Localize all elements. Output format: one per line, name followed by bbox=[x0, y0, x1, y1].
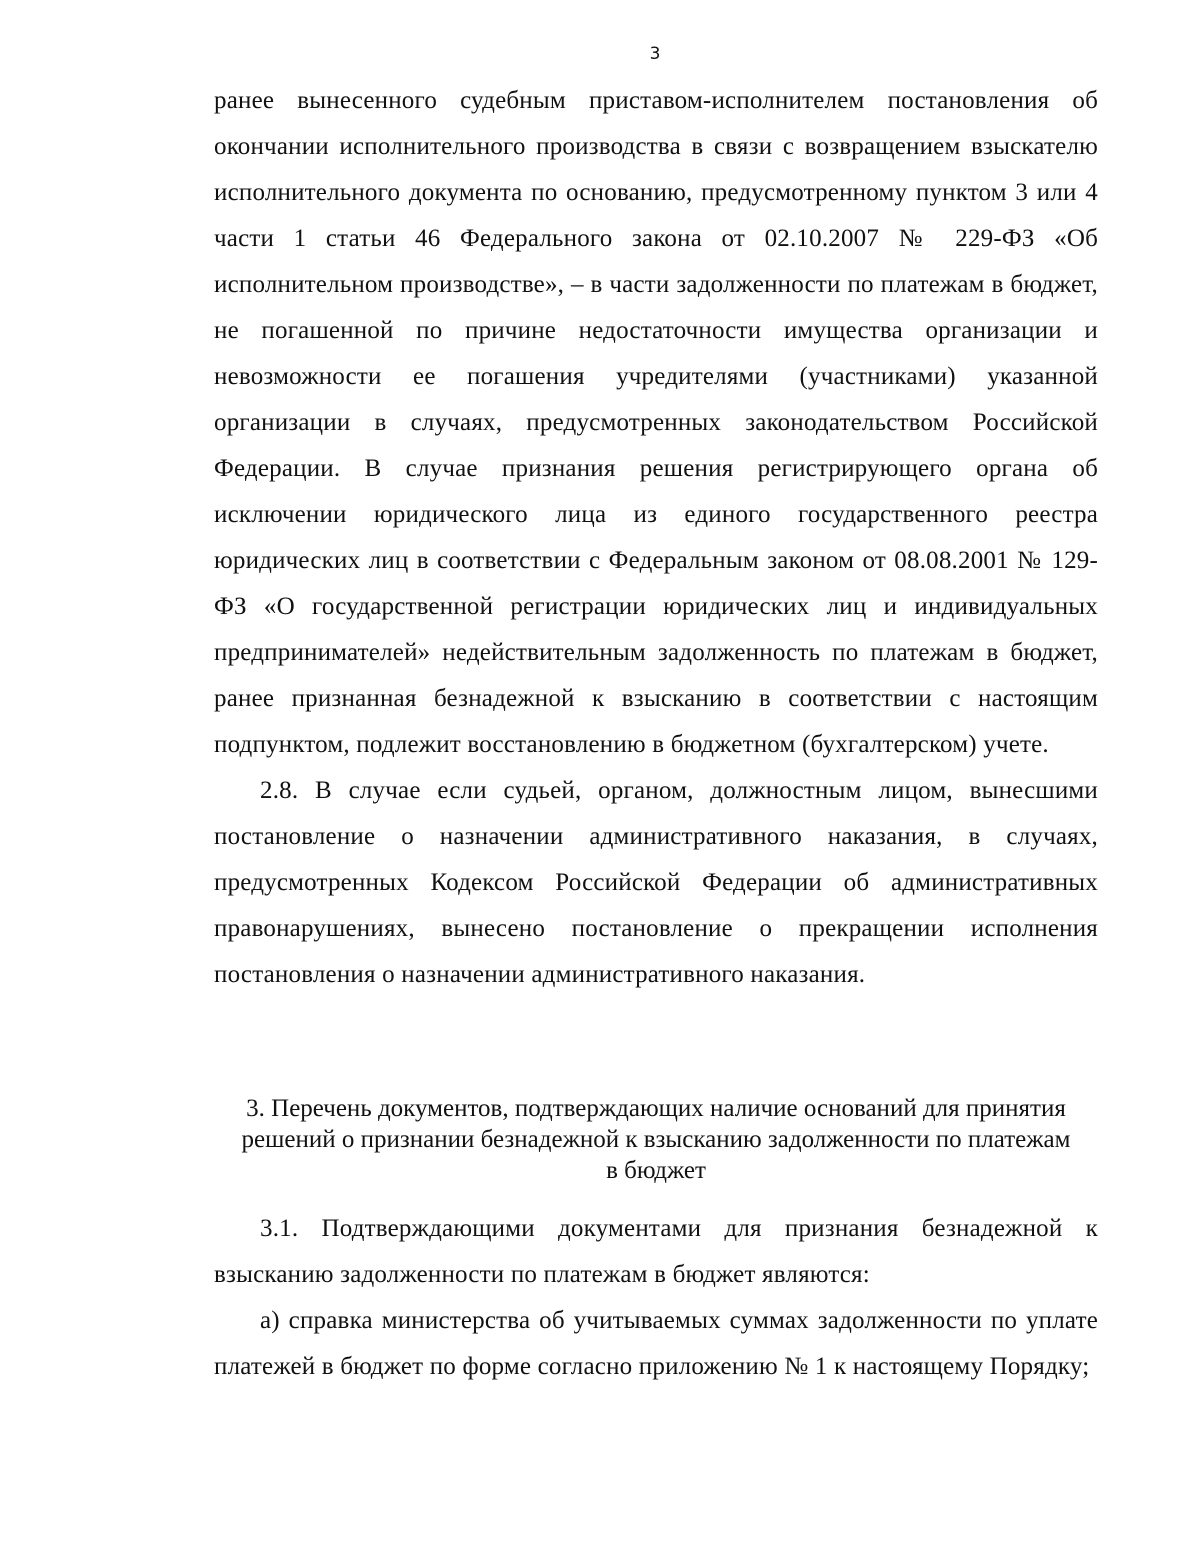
document-body-section-3 bbox=[214, 1206, 1098, 1390]
section-3-heading-line-1: 3. Перечень документов, подтверждающих наличие оснований для принятия bbox=[246, 1095, 1066, 1122]
paragraph-2-8: 2.8. В случае если судьей, органом, должностным лицом, вынесшими постановление о назначении административного наказания, в случаях, предусмотренных Кодексом Российской Федерации об административных правонарушениях, вынесено постановление о прекращении исполнения постановления о назначении административного наказания. bbox=[214, 777, 1098, 988]
section-3-heading-line-2: решений о признании безнадежной к взысканию задолженности по платежам bbox=[241, 1126, 1071, 1153]
paragraph-3-1: 3.1. Подтверждающими документами для признания безнадежной к взысканию задолженности по платежам в бюджет являются: bbox=[214, 1215, 1098, 1288]
page-number: 3 bbox=[649, 44, 661, 64]
section-3-heading bbox=[214, 1093, 1098, 1186]
paragraph-continued: ранее вынесенного судебным приставом-исполнителем постановления об окончании исполнительного производства в связи с возвращением взыскателю исполнительного документа по основанию, предусмотренному пунктом 3 или 4 части 1 статьи 46 Федерального закона от 02.10.2007 № 229-ФЗ «Об исполнительном производстве», – в части задолженности по платежам в бюджет, не погашенной по причине недостаточности имущества организации и невозможности ее погашения учредителями (участниками) указанной организации в случаях, предусмотренных законодательством Российской Федерации. В случае признания решения регистрирующего органа об исключении юридического лица из единого государственного реестра юридических лиц в соответствии с Федеральным законом от 08.08.2001 № 129-ФЗ «О государственной регистрации юридических лиц и индивидуальных предпринимателей» недействительным задолженность по платежам в бюджет, ранее признанная безнадежной к взысканию в соответствии с настоящим подпунктом, подлежит восстановлению в бюджетном (бухгалтерском) учете. bbox=[214, 87, 1098, 758]
document-body-top bbox=[214, 78, 1098, 998]
section-3-heading-line-3: в бюджет bbox=[606, 1157, 706, 1184]
list-item-a: а) справка министерства об учитываемых суммах задолженности по уплате платежей в бюджет по форме согласно приложению № 1 к настоящему Порядку; bbox=[214, 1307, 1098, 1380]
